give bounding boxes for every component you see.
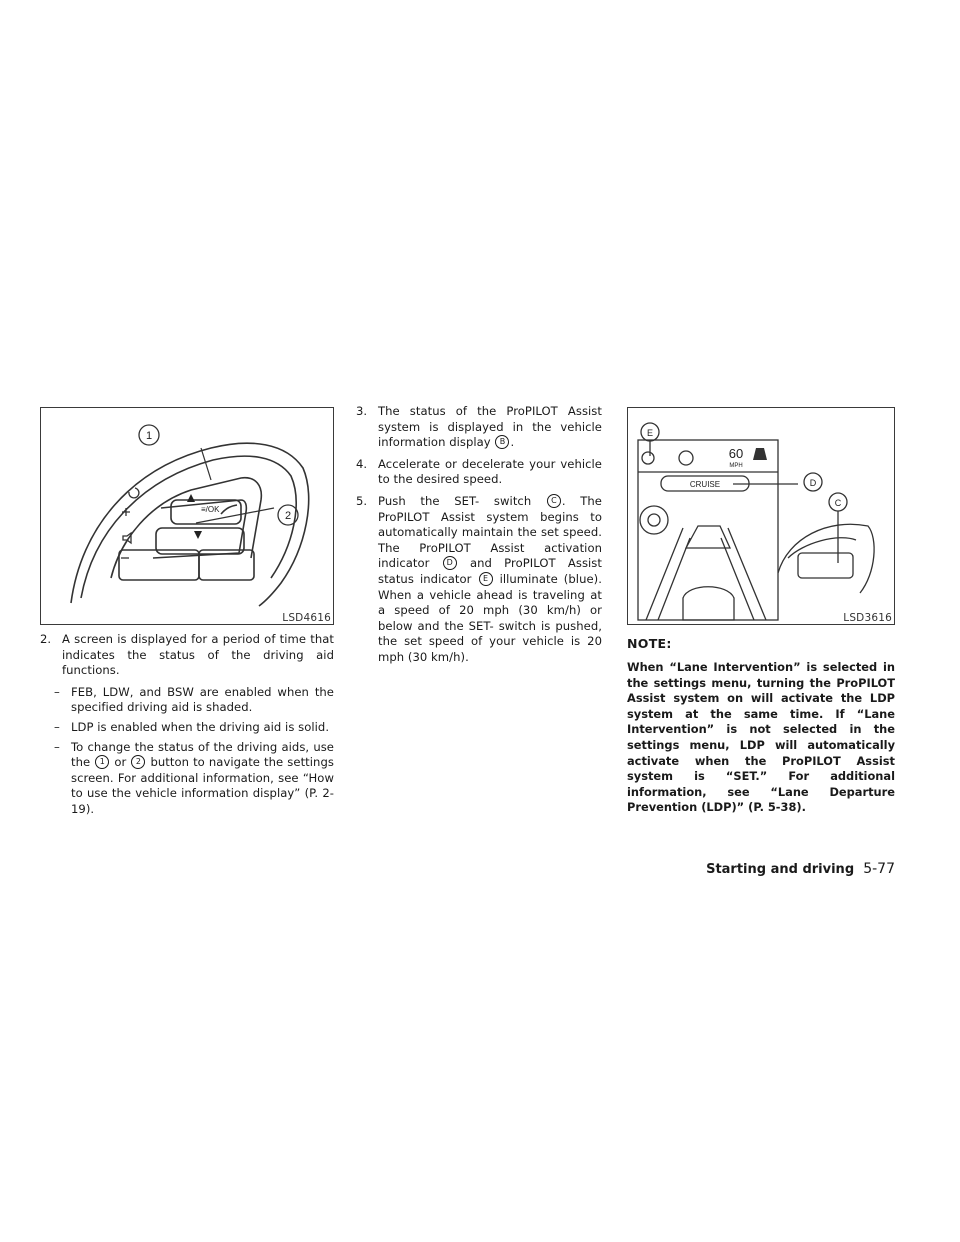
circled-ref-c: C xyxy=(547,494,561,508)
bullet-ldp xyxy=(40,720,334,736)
figure-label-lsd3616: LSD3616 xyxy=(843,612,892,624)
list-item-5 xyxy=(356,494,602,666)
circled-ref-b: B xyxy=(495,435,509,449)
speed-unit: MPH xyxy=(729,463,743,469)
note-body: When “Lane Intervention” is selected in the settings menu, turning the ProPILOT Assist system on will activate the LDP system at the same time. If “Lane Intervention” is not selected in the settings menu, LDP will automatically activate when the ProPILOT Assist system is “SET.” For additional information, see “Lane Departure Prevention (LDP)” (P. 5-38). xyxy=(627,660,895,815)
steering-switch-illustration xyxy=(41,408,335,626)
circled-ref-e: E xyxy=(479,572,493,586)
bullet-text-after: button to navigate the settings screen. For additional information, see “How to use the vehicle information display” (P. 2-19). xyxy=(71,755,334,816)
bullet-text: FEB, LDW, and BSW are enabled when the specified driving aid is shaded. xyxy=(71,684,334,715)
figure-steering-switches xyxy=(40,407,334,625)
cruise-label: CRUISE xyxy=(689,480,721,489)
bullet-change-status xyxy=(40,740,334,818)
item-text-after: illuminate (blue). When a vehicle ahead is traveling at a speed of 20 mph (30 km/h) or below and the SET- switch is pushed, the set speed of your vehicle is 20 mph (30 km/h). xyxy=(378,571,602,664)
bullet-text-before: To change the status of the driving aids, use the xyxy=(71,739,334,770)
item-number: 3. xyxy=(356,404,368,418)
list-item-3 xyxy=(356,404,602,451)
figure-cruise-display xyxy=(627,407,895,625)
middle-column xyxy=(356,404,602,672)
section-title: Starting and driving xyxy=(706,862,855,877)
callout-c: C xyxy=(834,498,842,508)
bullet-text: LDP is enabled when the driving aid is solid. xyxy=(71,719,330,734)
list-item-2 xyxy=(40,632,334,679)
dash: – xyxy=(54,739,60,754)
list-item-4 xyxy=(356,457,602,488)
page-footer xyxy=(660,858,895,877)
callout-2: 2 xyxy=(284,510,292,522)
item-text: A screen is displayed for a period of time that indicates the status of the driving aid functions. xyxy=(62,632,334,678)
callout-d: D xyxy=(809,478,817,488)
speed-value: 60 xyxy=(728,446,744,461)
page-number: 5-77 xyxy=(863,861,895,877)
cruise-display-illustration xyxy=(628,408,896,626)
dash: – xyxy=(54,719,60,734)
item-text-mid1: . The ProPILOT Assist system begins to automatically maintain the set speed. The ProPILOT Assist activation indicator xyxy=(378,493,602,571)
circled-ref-2: 2 xyxy=(131,755,145,769)
item-number: 5. xyxy=(356,493,368,508)
ok-button-label: ≡/OK xyxy=(201,505,220,514)
item-text-before: Push the SET- switch xyxy=(378,493,532,508)
callout-1: 1 xyxy=(145,430,153,442)
item-text-before: The status of the ProPILOT Assist system is displayed in the vehicle information display xyxy=(378,404,602,450)
left-column xyxy=(40,632,334,822)
note-block xyxy=(627,636,895,816)
bullet-text-mid: or xyxy=(114,755,127,770)
dash: – xyxy=(54,684,60,699)
circled-ref-d: D xyxy=(443,556,457,570)
bullet-feb-ldw-bsw xyxy=(40,685,334,716)
item-text-after: . xyxy=(510,435,515,450)
callout-e: E xyxy=(646,428,654,438)
note-title: NOTE: xyxy=(627,636,672,651)
item-number: 4. xyxy=(356,456,368,471)
item-text-mid2: and ProPILOT Assist status indicator xyxy=(378,556,602,586)
circled-ref-1: 1 xyxy=(95,755,109,769)
item-text: Accelerate or decelerate your vehicle to the desired speed. xyxy=(378,456,602,487)
item-number: 2. xyxy=(40,632,52,646)
figure-label-lsd4616: LSD4616 xyxy=(282,612,331,624)
